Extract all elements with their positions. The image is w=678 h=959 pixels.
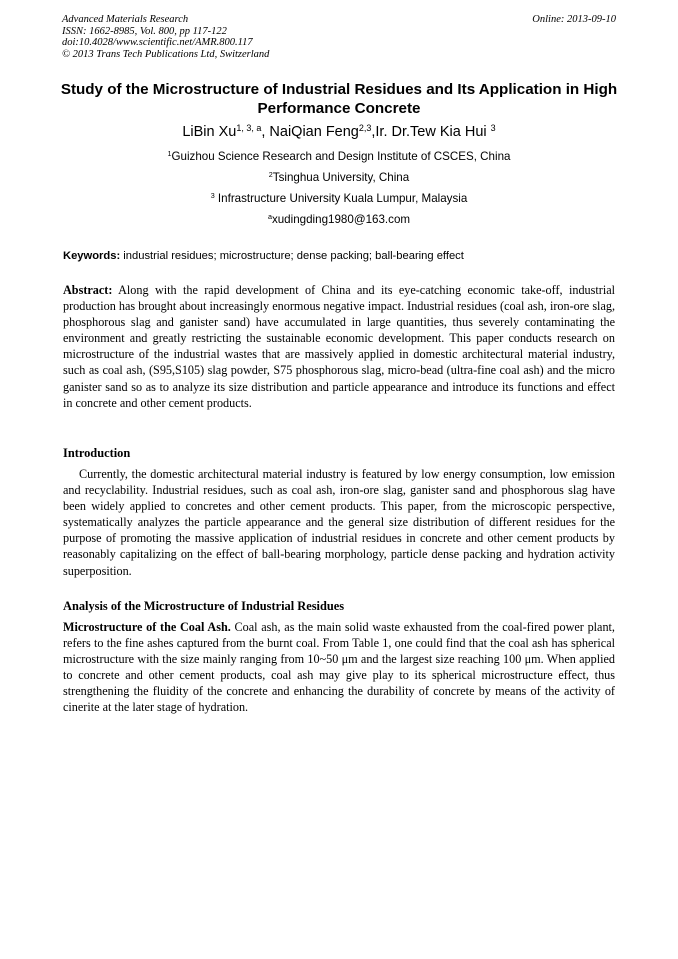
analysis-heading: Analysis of the Microstructure of Industrial Residues (63, 599, 345, 613)
paper-title: Study of the Microstructure of Industrial Residues and Its Application in High Performance Concrete (60, 81, 618, 117)
journal-name: Advanced Materials Research (62, 14, 189, 25)
introduction-heading: Introduction (63, 446, 131, 460)
abstract-text: Along with the rapid development of China and its eye-catching economic take-off, industrial production has brought about increasingly enormous negative impact. Industrial residues (coal ash, iron-ore slag, phosphorous slag and ganister sand) have accumulated in large quantities, thus severely contaminating the environment and greatly restricting the sustainable economic development. This paper conducts research on microstructure of the industrial wastes that are massively applied in domestic architectural material industry, such as coal ash, (S95,S105) slag powder, S75 phosphorous slag, micro-bead (ultra-fine coal ash) and the micro ganister sand so as to analyze its size distribution and particle appearance and introduce its functions and effect in concrete and other cement products. (63, 283, 615, 410)
affiliation-mark: 2 (268, 170, 273, 180)
coal-ash-paragraph (63, 619, 615, 716)
journal-header (62, 14, 616, 60)
keywords-text: industrial residues; microstructure; dense packing; ball-bearing effect (120, 250, 464, 262)
email-line (60, 213, 618, 227)
affiliation-line (60, 171, 618, 185)
affiliation-mark: a (267, 212, 272, 222)
online-date: Online: 2013-09-10 (532, 14, 616, 25)
coal-ash-text: Coal ash, as the main solid waste exhausted from the coal-fired power plant, refers to the fine ashes captured from the burnt coal. From Table 1, one could find that the coal ash has spherical microstructure with the size mainly ranging from 10~50 μm and the largest size reaching 100 μm. When applied to concrete and other cement products, coal ash may give play to its spherical microstructure effect, thus strengthening the fluidity of the concrete and enhancing the durability of concrete by means of the activity of cinerite at the later stage of hydration. (63, 620, 615, 715)
author-separator: , (371, 124, 376, 140)
affiliation-mark: 1 (167, 149, 172, 159)
affiliation-text: Guizhou Science Research and Design Institute of CSCES, China (171, 150, 511, 163)
issn-line: ISSN: 1662-8985, Vol. 800, pp 117-122 (62, 25, 227, 37)
doi-line: doi:10.4028/www.scientific.net/AMR.800.117 (62, 37, 253, 48)
author-affiliation-mark: 1, 3, a (236, 123, 262, 134)
author-name: LiBin Xu (182, 124, 237, 140)
keywords-label: Keywords: (63, 250, 121, 262)
author-separator: , (261, 124, 270, 140)
affiliation-line (60, 192, 618, 206)
author-name: NaiQian Feng (269, 124, 359, 140)
affiliation-mark: 3 (210, 191, 215, 201)
author-affiliation-mark: 3 (490, 123, 496, 134)
affiliation-text: Infrastructure University Kuala Lumpur, Malaysia (214, 192, 468, 205)
abstract-paragraph (63, 282, 615, 411)
author-affiliation-mark: 2,3 (358, 123, 372, 134)
abstract-label: Abstract: (63, 283, 113, 297)
introduction-paragraph: Currently, the domestic architectural material industry is featured by low energy consumption, low emission and recyclability. Industrial residues, such as coal ash, iron-ore slag, ganister sand and phosphorous slag have been widely applied to concretes and other cement products. This paper, from the microscopic perspective, systematically analyzes the particle appearance and the general size distribution of different residues for the purpose of promoting the massive application of industrial residues in concrete and other cement products by reasonably capitalizing on the effect of ball-bearing morphology, particle dense packing and hydration activity superposition. (63, 467, 615, 578)
author-email: xudingding1980@163.com (271, 213, 411, 226)
affiliation-line (60, 150, 618, 164)
keywords-line (63, 249, 615, 263)
affiliation-text: Tsinghua University, China (272, 171, 410, 184)
coal-ash-subheading: Microstructure of the Coal Ash. (63, 620, 231, 634)
author-list (60, 123, 618, 141)
author-name: Ir. Dr.Tew Kia Hui (375, 124, 491, 140)
copyright-line: © 2013 Trans Tech Publications Ltd, Switzerland (62, 48, 270, 60)
